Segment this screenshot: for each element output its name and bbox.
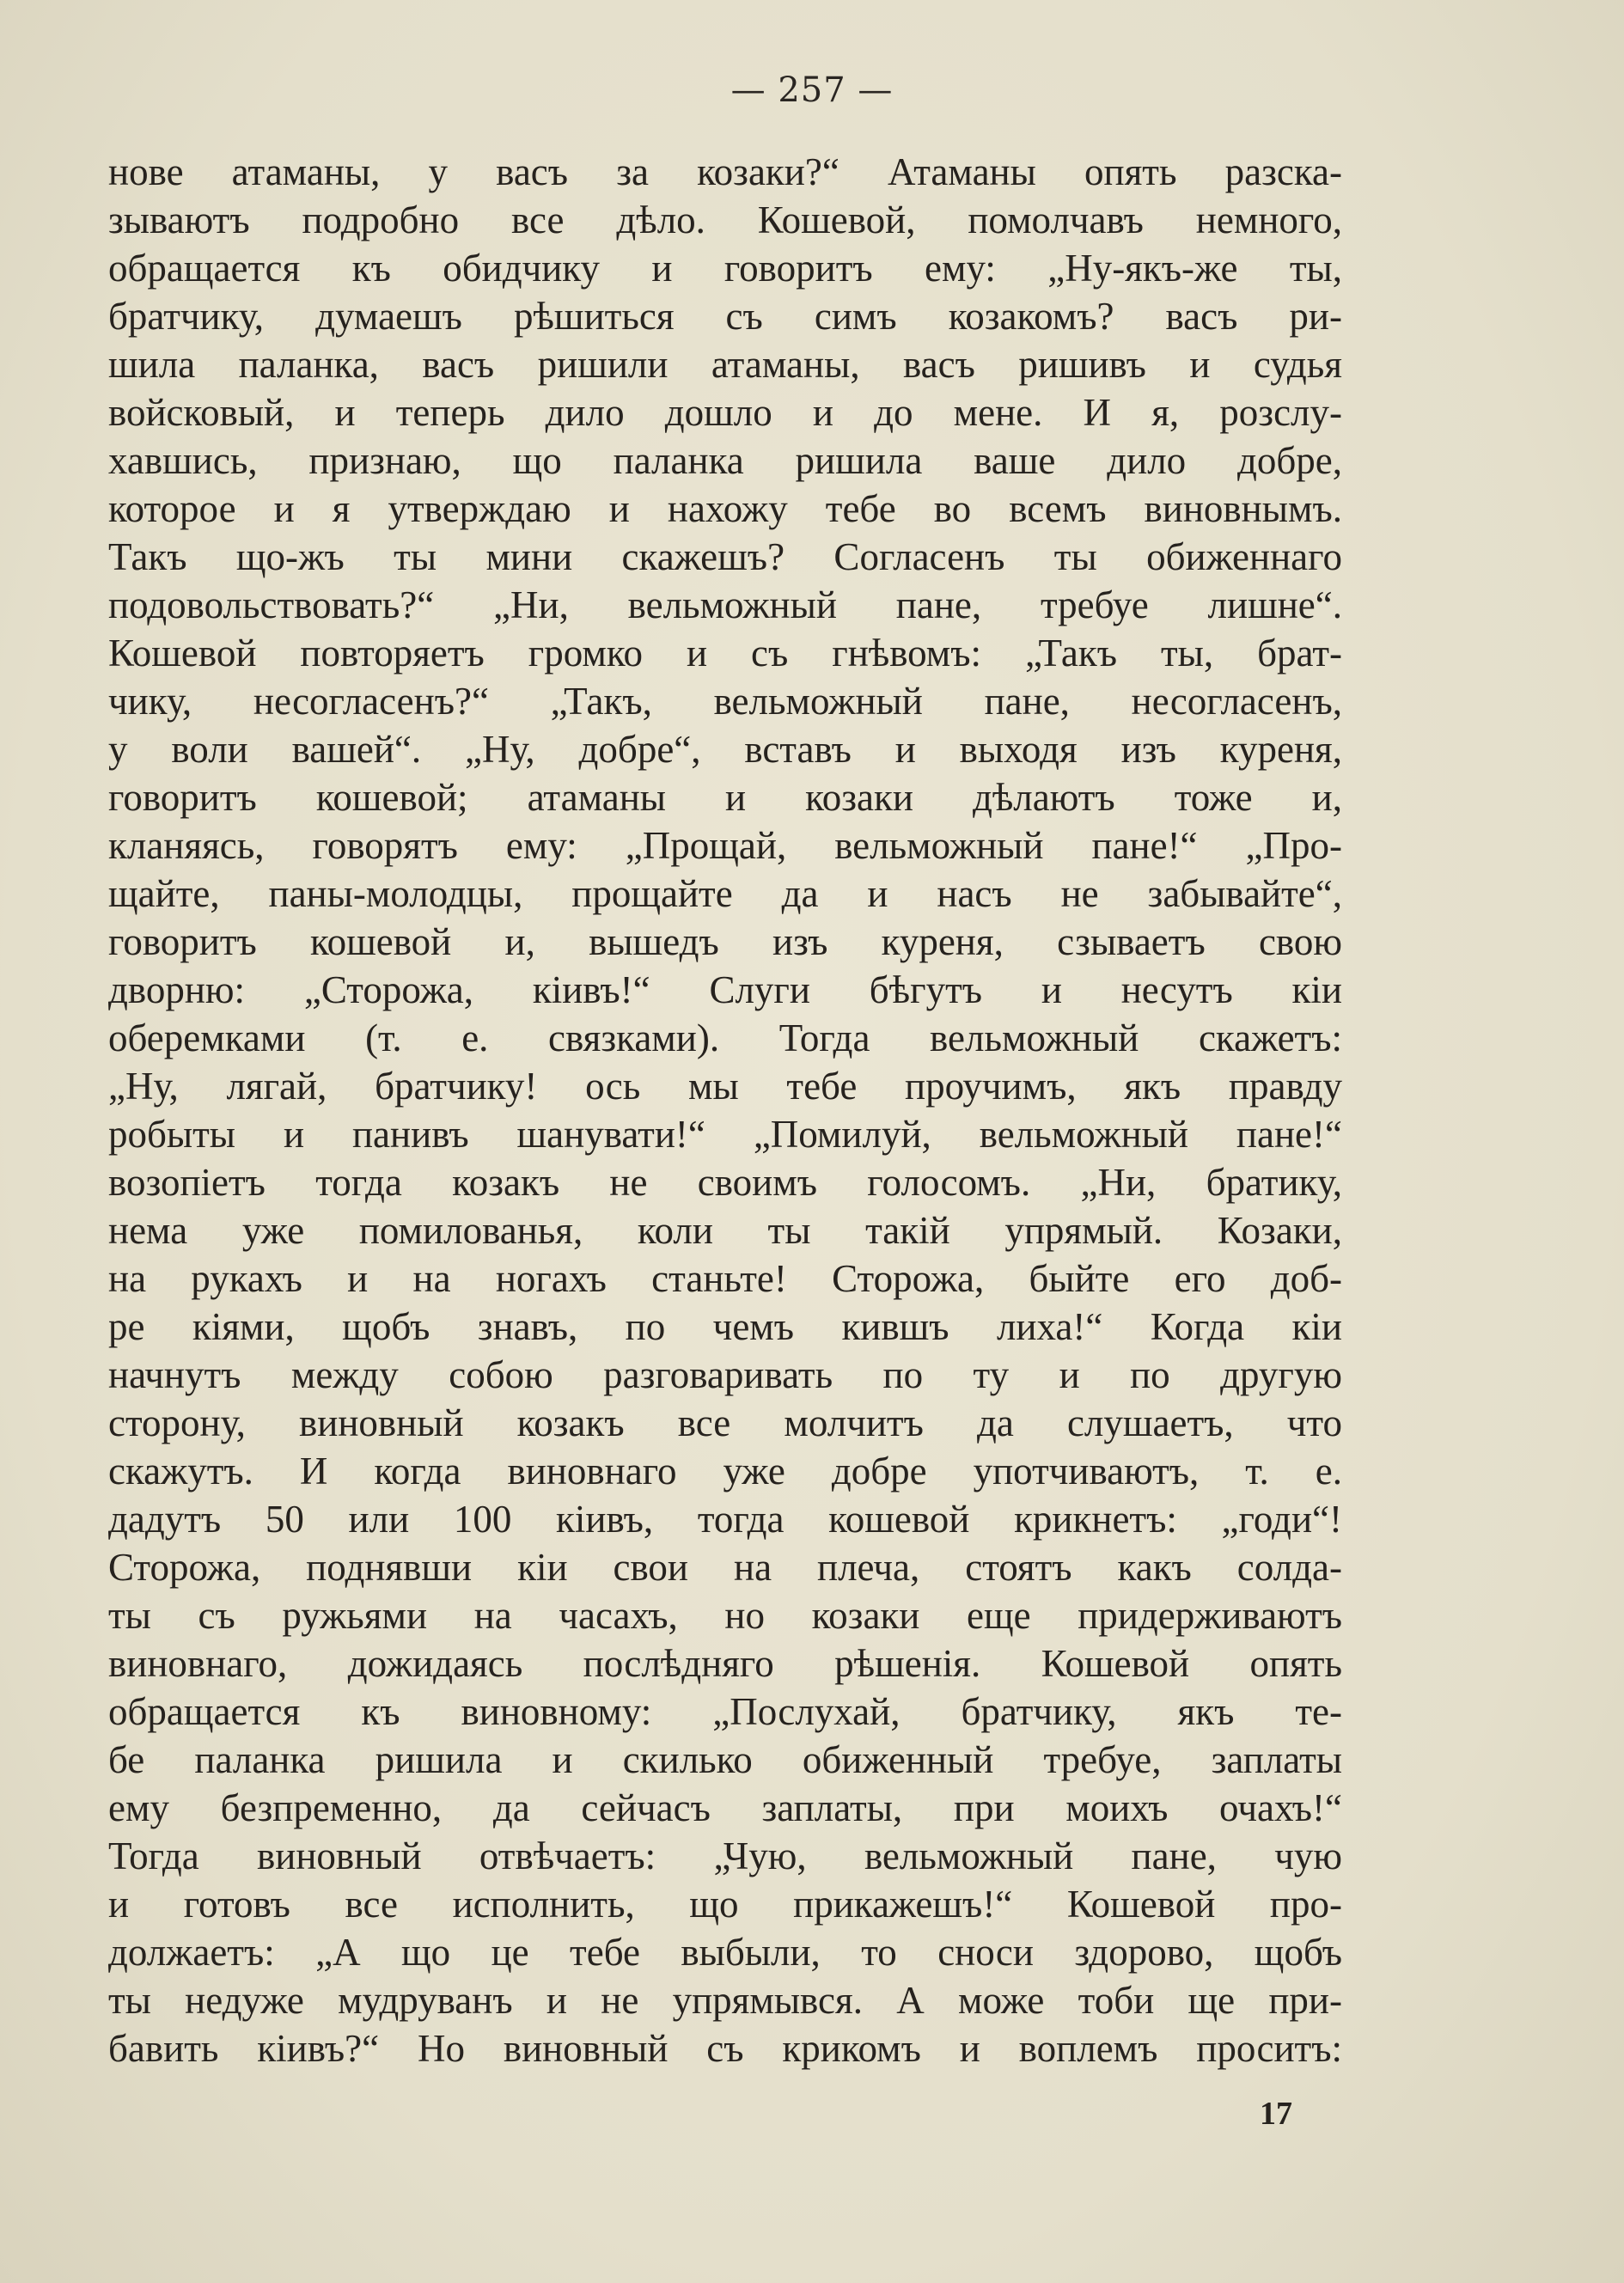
text-line: Тогда виновный отвѣчаетъ: „Чую, вельможный пане, чую <box>108 1834 1342 1877</box>
text-line: обращается къ обидчику и говоритъ ему: „Ну-якъ-же ты, <box>108 247 1342 290</box>
text-line: и готовъ все исполнить, що прикажешъ!“ Кошевой про- <box>108 1883 1342 1926</box>
text-line: говоритъ кошевой и, вышедъ изъ куреня, сзываетъ свою <box>108 920 1342 963</box>
text-line: у воли вашей“. „Ну, добре“, вставъ и выходя изъ куреня, <box>108 728 1342 771</box>
text-line: „Ну, лягай, братчику! ось мы тебе проучимъ, якъ правду <box>108 1065 1342 1108</box>
body-text <box>108 148 1342 2072</box>
text-line: щайте, паны-молодцы, прощайте да и насъ не забывайте“, <box>108 872 1342 915</box>
text-line: нове атаманы, у васъ за козаки?“ Атаманы опять разска- <box>108 150 1342 193</box>
text-line: должаетъ: „А що це тебе выбыли, то сноси здорово, щобъ <box>108 1931 1342 1974</box>
text-line: оберемками (т. е. связками). Тогда вельможный скажетъ: <box>108 1016 1342 1059</box>
text-line: братчику, думаешъ рѣшиться съ симъ козакомъ? васъ ри- <box>108 295 1342 338</box>
page-number: — 257 — <box>730 70 894 110</box>
text-line: начнутъ между собою разговаривать по ту и по другую <box>108 1353 1342 1396</box>
text-line: ре кіями, щобъ знавъ, по чемъ кившъ лиха!“ Когда кіи <box>108 1305 1342 1348</box>
text-line: робыты и панивъ шанувати!“ „Помилуй, вельможный пане!“ <box>108 1113 1342 1156</box>
text-line: виновнаго, дожидаясь послѣдняго рѣшенія. Кошевой опять <box>108 1642 1342 1685</box>
text-line: Такъ що-жъ ты мини скажешъ? Согласенъ ты обиженнаго <box>108 535 1342 578</box>
text-line: Кошевой повторяетъ громко и съ гнѣвомъ: „Такъ ты, брат- <box>108 632 1342 675</box>
text-line: на рукахъ и на ногахъ станьте! Сторожа, быйте его доб- <box>108 1257 1342 1300</box>
text-line: скажутъ. И когда виновнаго уже добре употчиваютъ, т. е. <box>108 1450 1342 1492</box>
signature-mark: 17 <box>1260 2096 1292 2132</box>
text-line: кланяясь, говорятъ ему: „Прощай, вельможный пане!“ „Про- <box>108 824 1342 867</box>
text-line: обращается къ виновному: „Послухай, братчику, якъ те- <box>108 1690 1342 1733</box>
text-line: ему безпременно, да сейчасъ заплаты, при моихъ очахъ!“ <box>108 1786 1342 1829</box>
text-line: зываютъ подробно все дѣло. Кошевой, помолчавъ немного, <box>108 198 1342 241</box>
text-line: войсковый, и теперь дило дошло и до мене. И я, розслу- <box>108 391 1342 434</box>
text-line: дадутъ 50 или 100 кіивъ, тогда кошевой крикнетъ: „годи“! <box>108 1498 1342 1541</box>
text-line: говоритъ кошевой; атаманы и козаки дѣлаютъ тоже и, <box>108 776 1342 819</box>
text-line: ты недуже мудруванъ и не упрямывся. А може тоби ще при- <box>108 1979 1342 2022</box>
text-line: бавить кіивъ?“ Но виновный съ крикомъ и воплемъ проситъ: <box>108 2027 1342 2070</box>
text-line: бе паланка ришила и скилько обиженный требуе, заплаты <box>108 1738 1342 1781</box>
text-line: сторону, виновный козакъ все молчитъ да слушаетъ, что <box>108 1401 1342 1444</box>
text-line: ты съ ружьями на часахъ, но козаки еще придерживаютъ <box>108 1594 1342 1637</box>
text-line: нема уже помилованья, коли ты такій упрямый. Козаки, <box>108 1209 1342 1252</box>
text-line: чику, несогласенъ?“ „Такъ, вельможный пане, несогласенъ, <box>108 680 1342 723</box>
text-line: хавшись, признаю, що паланка ришила ваше дило добре, <box>108 439 1342 482</box>
text-line: подовольствовать?“ „Ни, вельможный пане, требуе лишне“. <box>108 583 1342 626</box>
text-line: возопіетъ тогда козакъ не своимъ голосомъ. „Ни, братику, <box>108 1161 1342 1204</box>
text-line: дворню: „Сторожа, кіивъ!“ Слуги бѣгутъ и несутъ кіи <box>108 968 1342 1011</box>
text-line: Сторожа, поднявши кіи свои на плеча, стоятъ какъ солда- <box>108 1546 1342 1589</box>
text-line: которое и я утверждаю и нахожу тебе во всемъ виновнымъ. <box>108 487 1342 530</box>
text-line: шила паланка, васъ ришили атаманы, васъ ришивъ и судья <box>108 343 1342 386</box>
